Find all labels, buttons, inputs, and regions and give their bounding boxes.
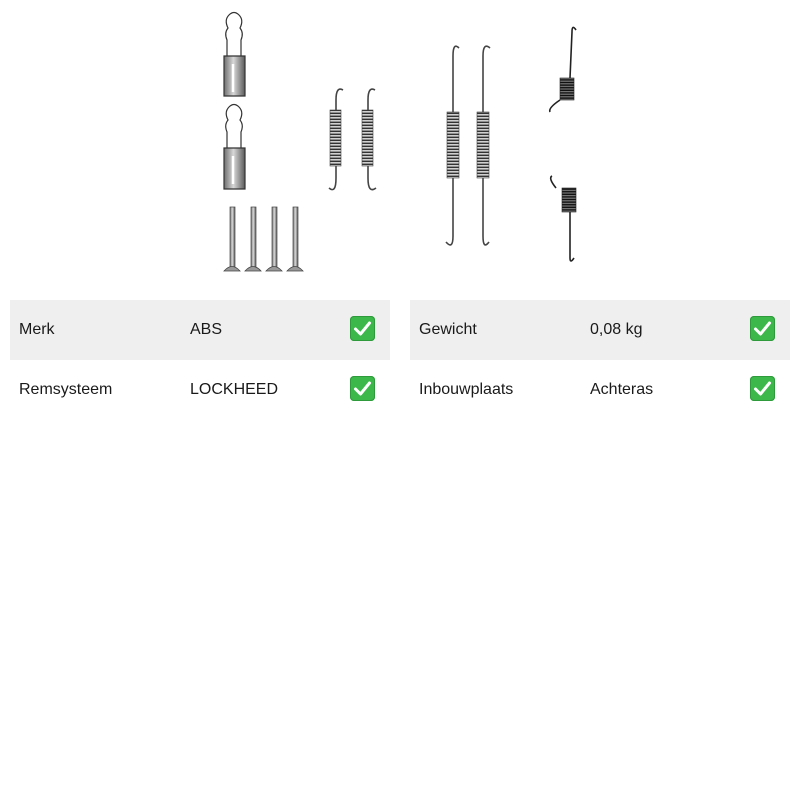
green-check-icon bbox=[750, 376, 775, 401]
spec-label: Merk bbox=[19, 321, 55, 338]
spec-value: Achteras bbox=[590, 381, 654, 398]
spec-label: Gewicht bbox=[419, 321, 477, 338]
pin-icon bbox=[266, 207, 282, 271]
spec-value: LOCKHEED bbox=[190, 381, 279, 398]
green-check-icon bbox=[750, 316, 775, 341]
pin-icon bbox=[245, 207, 261, 271]
spec-row-merk bbox=[10, 300, 390, 360]
spec-value: 0,08 kg bbox=[590, 321, 643, 338]
spec-row-remsysteem bbox=[10, 360, 390, 420]
spec-label: Inbouwplaats bbox=[419, 381, 514, 398]
short-spring-icon bbox=[329, 89, 343, 190]
product-image bbox=[200, 0, 600, 290]
green-check-icon bbox=[350, 316, 375, 341]
spec-table-right bbox=[410, 300, 790, 420]
long-spring-icon bbox=[477, 46, 490, 245]
spec-row-inbouwplaats bbox=[410, 360, 790, 420]
retaining-clip-icon bbox=[224, 105, 245, 190]
spec-label: Remsysteem bbox=[19, 381, 113, 398]
pin-icon bbox=[224, 207, 240, 271]
hook-spring-icon bbox=[550, 27, 576, 112]
spec-table-left bbox=[10, 300, 390, 420]
pin-icon bbox=[287, 207, 303, 271]
hook-spring-icon bbox=[551, 176, 576, 261]
spec-value: ABS bbox=[190, 321, 223, 338]
spec-row-gewicht bbox=[410, 300, 790, 360]
green-check-icon bbox=[350, 376, 375, 401]
long-spring-icon bbox=[446, 46, 459, 245]
retaining-clip-icon bbox=[224, 13, 245, 97]
short-spring-icon bbox=[362, 89, 376, 190]
